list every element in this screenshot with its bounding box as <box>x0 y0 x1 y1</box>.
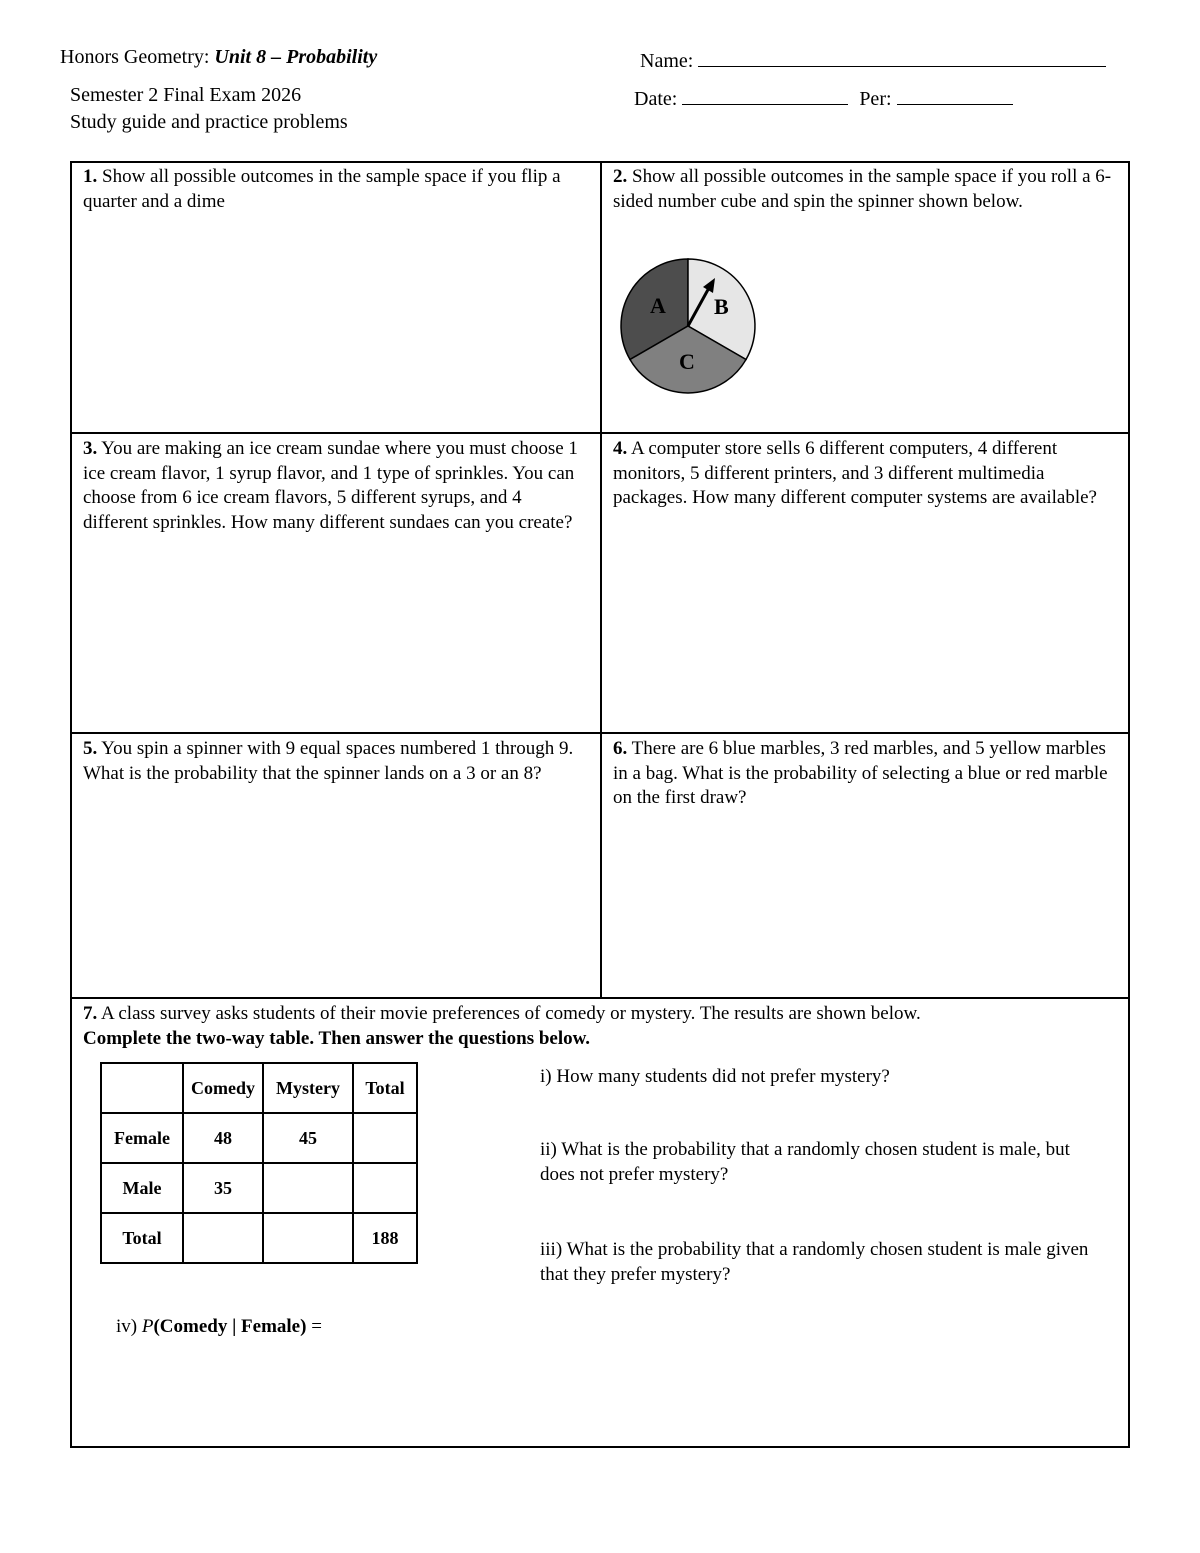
grid-divider-row3 <box>72 997 1128 999</box>
date-label: Date: <box>634 88 678 110</box>
problem-6 <box>602 735 1128 811</box>
problem-text: A computer store sells 6 different computers, 4 different monitors, 5 different printers, and 3 different multimedia packages. How many different computer systems are available? <box>613 438 1097 509</box>
problem-number: 3. <box>83 438 98 459</box>
name-label: Name: <box>640 50 694 72</box>
problem-text: There are 6 blue marbles, 3 red marbles, and 5 yellow marbles in a bag. What is the probability of selecting a blue or red marble on the first draw? <box>613 738 1108 809</box>
per-blank[interactable] <box>897 84 1013 105</box>
table-cell[interactable] <box>263 1163 353 1213</box>
problem-text: Show all possible outcomes in the sample space if you flip a quarter and a dime <box>83 166 561 212</box>
question-7-i: i) How many students did not prefer mystery? <box>540 1066 890 1087</box>
q4-suffix: = <box>306 1316 322 1337</box>
spinner-diagram <box>618 256 760 398</box>
problem-number: 1. <box>83 166 98 187</box>
table-cell[interactable]: 45 <box>263 1113 353 1163</box>
q4-expression: (Comedy | Female) <box>153 1316 307 1337</box>
exam-title: Semester 2 Final Exam 2026 <box>70 84 302 106</box>
problem-text: You spin a spinner with 9 equal spaces numbered 1 through 9. What is the probability that the spinner lands on a 3 or an 8? <box>83 738 574 784</box>
problem-5 <box>72 735 600 786</box>
problem-2 <box>602 163 1130 214</box>
table-row <box>101 1113 417 1163</box>
question-7-iii: iii) What is the probability that a randomly chosen student is male given that they prefer mystery? <box>540 1239 1089 1285</box>
instruction <box>83 1028 590 1049</box>
instruction-a: Complete the two-way table <box>83 1027 310 1049</box>
course-name: Honors Geometry: <box>60 46 215 68</box>
table-cell[interactable]: 188 <box>353 1213 417 1263</box>
question-7-ii: ii) What is the probability that a randomly chosen student is male, but does not prefer mystery? <box>540 1139 1070 1185</box>
course-title <box>60 46 377 69</box>
table-header-comedy: Comedy <box>183 1063 263 1113</box>
row-label: Male <box>101 1163 183 1213</box>
two-way-table <box>100 1062 418 1264</box>
subtitle: Study guide and practice problems <box>70 111 348 133</box>
spinner-label-b: B <box>714 294 729 319</box>
date-per-field[interactable] <box>634 84 1013 111</box>
problem-text: You are making an ice cream sundae where you must choose 1 ice cream flavor, 1 syrup flavor, and 1 type of sprinkles. You can choose from 6 ice cream flavors, 5 different syrups, and 4 different sprinkles. How many different sundaes can you create? <box>83 438 578 533</box>
q4-p: P <box>141 1316 154 1337</box>
spinner-label-a: A <box>650 293 666 318</box>
table-cell[interactable]: 35 <box>183 1163 263 1213</box>
problem-text: A class survey asks students of their movie preferences of comedy or mystery. The results are shown below. <box>97 1003 921 1024</box>
table-header-row <box>101 1063 417 1113</box>
grid-divider-row2 <box>72 732 1128 734</box>
problem-4 <box>602 435 1128 511</box>
problem-number: 7. <box>83 1003 98 1024</box>
instruction-b: . Then answer the questions below. <box>309 1027 591 1049</box>
grid-divider-row1 <box>72 432 1128 434</box>
problem-text: Show all possible outcomes in the sample space if you roll a 6-sided number cube and spin the spinner shown below. <box>613 166 1112 212</box>
table-cell[interactable] <box>263 1213 353 1263</box>
table-cell[interactable] <box>183 1213 263 1263</box>
grid-divider-vertical <box>600 163 602 997</box>
problem-number: 4. <box>613 438 628 459</box>
table-row <box>101 1213 417 1263</box>
question-7-iv <box>116 1316 322 1338</box>
row-label: Total <box>101 1213 183 1263</box>
problem-3 <box>72 435 600 535</box>
problem-number: 6. <box>613 738 628 759</box>
table-header-total: Total <box>353 1063 417 1113</box>
table-cell <box>101 1063 183 1113</box>
table-cell[interactable] <box>353 1113 417 1163</box>
table-cell[interactable]: 48 <box>183 1113 263 1163</box>
q4-prefix: iv) <box>116 1316 142 1337</box>
problem-number: 2. <box>613 166 628 187</box>
per-label: Per: <box>859 88 892 110</box>
date-blank[interactable] <box>682 84 848 105</box>
table-row <box>101 1163 417 1213</box>
problem-7-prompt <box>72 1000 1128 1051</box>
unit-title: Unit 8 – Probability <box>214 46 378 68</box>
spinner-label-c: C <box>679 349 695 374</box>
problem-number: 5. <box>83 738 98 759</box>
table-header-mystery: Mystery <box>263 1063 353 1113</box>
name-field[interactable] <box>640 46 1106 73</box>
row-label: Female <box>101 1113 183 1163</box>
problem-1 <box>72 163 600 214</box>
table-cell[interactable] <box>353 1163 417 1213</box>
name-blank[interactable] <box>698 46 1106 67</box>
